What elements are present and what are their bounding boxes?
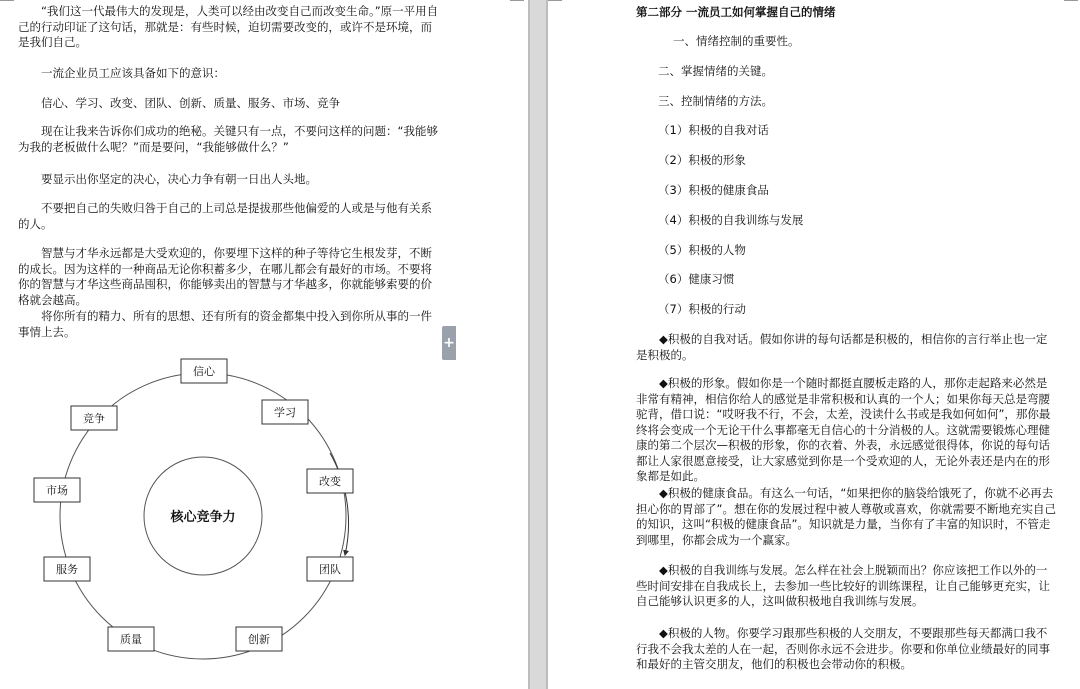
outline-item: （5）积极的人物 (658, 243, 746, 257)
paragraph: ◆积极的人物。你要学习跟那些积极的人交朋友，不要跟那些每天都满口我不行我不会我太差的人在一起，否则你永远不会进步。你要和你单位业绩最好的同事和最好的主管交朋友，他们的积极也会带动你的积极。 (636, 626, 1050, 671)
svg-text:信心: 信心 (193, 365, 215, 378)
svg-text:竞争: 竞争 (83, 412, 105, 425)
node-market (34, 478, 80, 502)
outline-item: 一、情绪控制的重要性。 (673, 34, 800, 48)
node-quality (108, 627, 154, 651)
paragraph: ◆积极的自我训练与发展。怎么样在社会上脱颖而出？你应该把工作以外的一些时间安排在自我成长上，去参加一些比较好的训练课程，让自己能够更充实，让自己能够认识更多的人，这叫做积极地自我训练与发展。 (636, 563, 1050, 608)
paragraph: 信心、学习、改变、团队、创新、质量、服务、市场、竞争 (41, 96, 340, 110)
svg-text:创新: 创新 (248, 633, 270, 646)
page-corner-mark (510, 0, 524, 1)
svg-text:质量: 质量 (120, 633, 142, 646)
svg-text:学习: 学习 (274, 406, 296, 419)
page-corner-mark (548, 0, 562, 1)
paragraph: 要显示出你坚定的决心，决心力争有朝一日出人头地。 (41, 172, 317, 186)
outline-item: （7）积极的行动 (658, 302, 746, 316)
outline-item: （6）健康习惯 (658, 272, 735, 286)
outline-item: （3）积极的健康食品 (658, 183, 769, 197)
competency-cycle-diagram (0, 345, 440, 689)
paragraph: 不要把自己的失败归咎于自己的上司总是提拔那些他偏爱的人或是与他有关系的人。 (18, 201, 432, 231)
paragraph: 现在让我来告诉你们成功的绝秘。关键只有一点，不要问这样的问题：“我能够为我的老板做什么呢？”而是要问，“我能够做什么？” (18, 124, 438, 154)
section-heading: 第二部分 一流员工如何掌握自己的情绪 (636, 5, 836, 19)
paragraph: 智慧与才华永远都是大受欢迎的，你要埋下这样的种子等待它生根发芽，不断的成长。因为这样的一种商品无论你积蓄多少，在哪儿都会有最好的市场。不要将你的智慧与才华这些商品囤积，你能够卖出的智慧与才华越多，你就能够索要的价格就会越高。 (18, 246, 432, 307)
outline-item: （2）积极的形象 (658, 153, 746, 167)
paragraph: ◆积极的健康食品。有这么一句话，“如果把你的脑袋给饿死了，你就不必再去担心你的胃部了”。想在你的发展过程中被人尊敬或喜欢，你就需要不断地充实自己的知识，这叫“积极的健康食品”。知识就是力量，当你有了丰富的知识时，不管走到哪里，你都会成为一个赢家。 (636, 486, 1056, 547)
outline-item: （1）积极的自我对话 (658, 123, 769, 137)
paragraph: ◆积极的自我对话。假如你讲的每句话都是积极的，相信你的言行举止也一定是积极的。 (636, 332, 1048, 362)
right-document-page (548, 0, 1080, 689)
page-corner-mark (0, 0, 14, 1)
outline-item: （4）积极的自我训练与发展 (658, 213, 804, 227)
node-competition (71, 406, 117, 430)
node-team (307, 557, 353, 581)
expand-panel-button[interactable]: + (442, 326, 456, 360)
outline-item: 二、掌握情绪的关键。 (658, 64, 773, 78)
page-corner-mark (1064, 0, 1078, 1)
paragraph: 一流企业员工应该具备如下的意识： (41, 66, 225, 80)
node-learning (262, 400, 308, 424)
paragraph: “我们这一代最伟大的发现是，人类可以经由改变自己而改变生命。”原一平用自己的行动印证了这句话，那就是：有些时候，迫切需要改变的，或许不是环境，而是我们自己。 (18, 4, 439, 49)
paragraph: 将你所有的精力、所有的思想、还有所有的资金都集中投入到你所从事的一件事情上去。 (18, 309, 432, 339)
svg-text:团队: 团队 (319, 563, 341, 576)
svg-text:市场: 市场 (46, 484, 68, 497)
gutter-edge (528, 0, 530, 689)
node-confidence (181, 359, 227, 383)
core-competency-label: 核心竞争力 (170, 510, 236, 525)
paragraph: ◆积极的形象。假如你是一个随时都挺直腰板走路的人，那你走起路来必然是非常有精神，相信你给人的感觉是非常积极和认真的一个人；如果你每天总是弯腰驼背，借口说：“哎呀我不行，不会，太差，没读什么书或是我如何如何”，那你最终将会变成一个无论干什么事都毫无自信心的十分消极的人。这就需要锻炼心理健康的第二个层次—积极的形象，你的衣着、外表，永远感觉很得体，你说的每句话都让人家很愿意接受，让大家感觉到你是一个受欢迎的人，无论外表还是内在的形象都是如此。 (636, 376, 1051, 483)
svg-text:改变: 改变 (319, 475, 341, 488)
node-change (307, 469, 353, 493)
page-gutter (528, 0, 548, 689)
node-service (44, 557, 90, 581)
outline-item: 三、控制情绪的方法。 (658, 94, 773, 108)
svg-text:服务: 服务 (56, 563, 78, 576)
node-innovation (236, 627, 282, 651)
